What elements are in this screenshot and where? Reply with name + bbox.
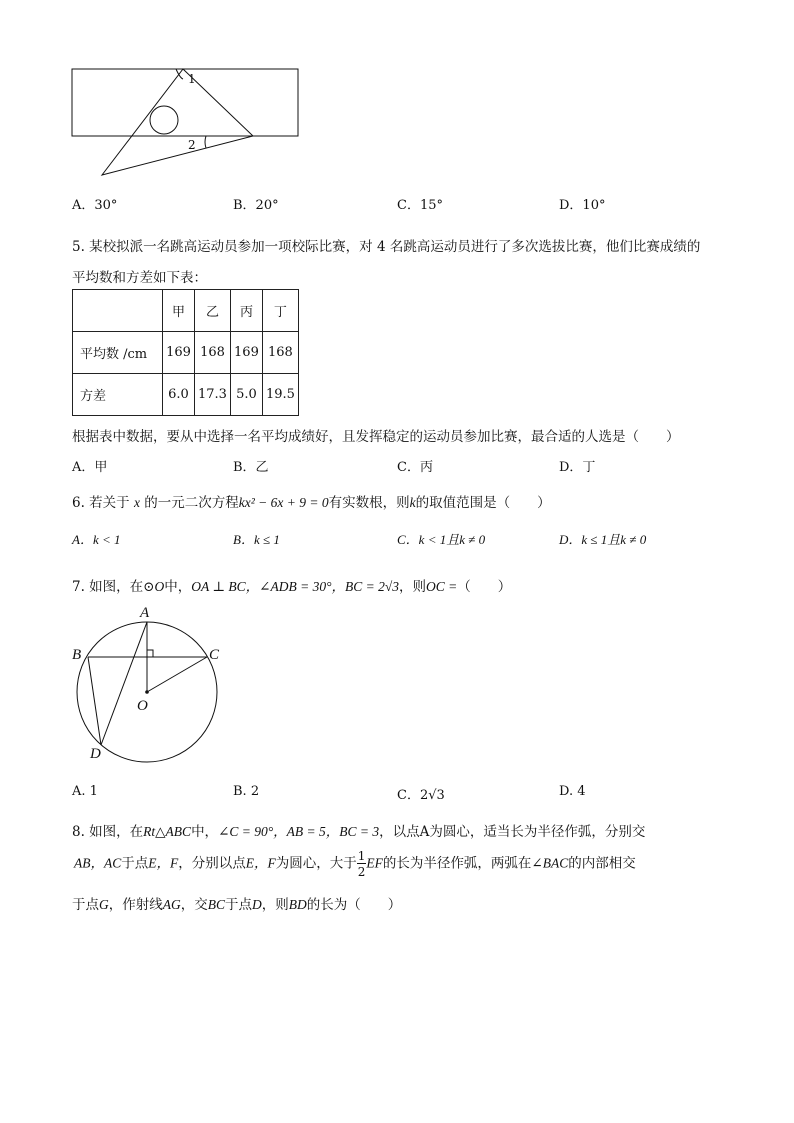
q4-option-c: C．15°: [397, 198, 443, 213]
table-header-cell: 甲: [163, 290, 195, 332]
q6-equation: kx² − 6x + 9 = 0: [238, 495, 329, 510]
q8-l1-b: 中，: [191, 824, 219, 840]
q8-l2-c: E，F: [148, 855, 179, 871]
q4-option-d: D．10°: [559, 198, 606, 213]
q5-option-d: D．丁: [559, 460, 596, 475]
q8-l3-k: 的长为（ ）: [306, 897, 402, 913]
q8-l2-d: ，分别以点: [178, 855, 246, 872]
q6-option-d: D．k ≤ 1且k ≠ 0: [559, 532, 647, 547]
q6-prefix: 6. 若关于: [72, 495, 130, 511]
q8-text-line1: [72, 820, 645, 840]
q5-text-line1: 5. 某校拟派一名跳高运动员参加一项校际比赛，对 4 名跳高运动员进行了多次选拔比赛，他们比赛成绩的: [72, 239, 701, 255]
table-cell: 6.0: [163, 374, 195, 416]
table-header-cell: 乙: [195, 290, 231, 332]
table-cell: 19.5: [262, 374, 298, 416]
q8-l2-a: AB，AC: [74, 855, 122, 871]
q4-angle1-label: 1: [188, 72, 196, 86]
q7-label-o: O: [137, 698, 148, 714]
q7-option-b: B. 2: [233, 784, 260, 799]
q6-option-b: B．k ≤ 1: [233, 532, 280, 547]
q8-l1-cond: ∠C = 90°，AB = 5，BC = 3: [218, 824, 380, 839]
q6-mid1: 的一元二次方程: [144, 495, 239, 511]
q5-option-c: C．丙: [397, 460, 433, 475]
q8-l2-j: 的内部相交: [568, 855, 636, 872]
q7-tail: （ ）: [457, 579, 512, 595]
q7-center-dot: [145, 690, 149, 694]
q4-option-a: A．30°: [72, 198, 118, 213]
q8-l3-a: 于点: [72, 897, 99, 913]
q4-angle2-label: 2: [188, 138, 196, 152]
q8-l3-e: ，交: [180, 897, 208, 913]
q8-l2-b: 于点: [121, 855, 149, 872]
q8-l3-c: ，作射线: [108, 897, 163, 913]
q7-label-c: C: [209, 647, 220, 663]
q7-label-d: D: [90, 746, 101, 762]
q7-segment-oc: [147, 657, 207, 692]
q6-mid2: 有实数根，则: [328, 495, 410, 511]
table-cell: 平均数 /cm: [73, 332, 163, 374]
q6-option-a: A．k < 1: [72, 532, 121, 547]
q8-l3-h: D: [252, 897, 262, 912]
table-cell: 17.3: [195, 374, 231, 416]
q7-circle: ⊙O: [143, 579, 165, 594]
q7-target: OC =: [426, 579, 458, 594]
q4-option-b: B．20°: [233, 198, 279, 213]
q8-frac-num: 1: [357, 849, 366, 863]
q8-text-line3: [72, 893, 401, 913]
q7-label-b: B: [72, 647, 82, 663]
q7-condition: OA ⊥ BC，∠ADB = 30°，BC = 2√3: [191, 579, 400, 594]
table-cell: 5.0: [230, 374, 262, 416]
q8-l3-f: BC: [207, 897, 226, 912]
q7-mid: 中，: [164, 579, 192, 595]
q8-l2-i: ∠BAC: [531, 855, 569, 871]
q6-option-c: C．k < 1且k ≠ 0: [397, 532, 486, 547]
q5-text-line2: 平均数和方差如下表：: [72, 270, 207, 286]
q6-var-k: k: [409, 495, 416, 510]
q6-suffix: 的取值范围是（ ）: [415, 495, 551, 511]
q7-option-c: C．2√3: [397, 788, 445, 803]
table-cell: 168: [262, 332, 298, 374]
q8-l2-g: EF: [366, 855, 383, 871]
q8-l3-i: ，则: [261, 897, 289, 913]
q8-frac-den: 2: [357, 865, 366, 879]
q5-option-b: B．乙: [233, 460, 269, 475]
table-cell: 方差: [73, 374, 163, 416]
table-header-cell: 丙: [230, 290, 262, 332]
q8-l1-tri: Rt△ABC: [143, 824, 192, 839]
table-cell: 168: [195, 332, 231, 374]
q7-option-d: D. 4: [559, 784, 586, 799]
q8-fraction: [357, 850, 367, 878]
q7-suffix: ，则: [399, 579, 427, 595]
q8-l1-c: ，以点A为圆心，适当长为半径作弧，分别交: [379, 824, 646, 840]
q8-l3-j: BD: [288, 897, 307, 912]
q7-option-a: A. 1: [72, 784, 98, 799]
q8-text-line2: [74, 850, 636, 878]
q7-right-angle-mark: [147, 650, 153, 657]
q8-l3-g: 于点: [225, 897, 253, 913]
q7-prefix: 7. 如图，在: [72, 579, 144, 595]
table-cell: 169: [230, 332, 262, 374]
q7-label-a: A: [140, 605, 150, 621]
q5-option-a: A．甲: [72, 460, 108, 475]
q8-l2-e: E，F: [245, 855, 276, 871]
q8-l2-h: 的长为半径作弧，两弧在: [382, 855, 532, 872]
q8-l3-b: G: [99, 897, 109, 912]
q6-var-x: x: [133, 495, 140, 510]
q7-segment-ad: [101, 622, 147, 745]
q8-l3-d: AG: [162, 897, 181, 912]
q5-question: 根据表中数据，要从中选择一名平均成绩好，且发挥稳定的运动员参加比赛，最合适的人选是（ ）: [72, 429, 680, 445]
table-cell: 169: [163, 332, 195, 374]
table-header-cell: 丁: [262, 290, 298, 332]
q8-l2-f: 为圆心，大于: [275, 855, 357, 872]
q8-l1-a: 8. 如图，在: [72, 824, 144, 840]
